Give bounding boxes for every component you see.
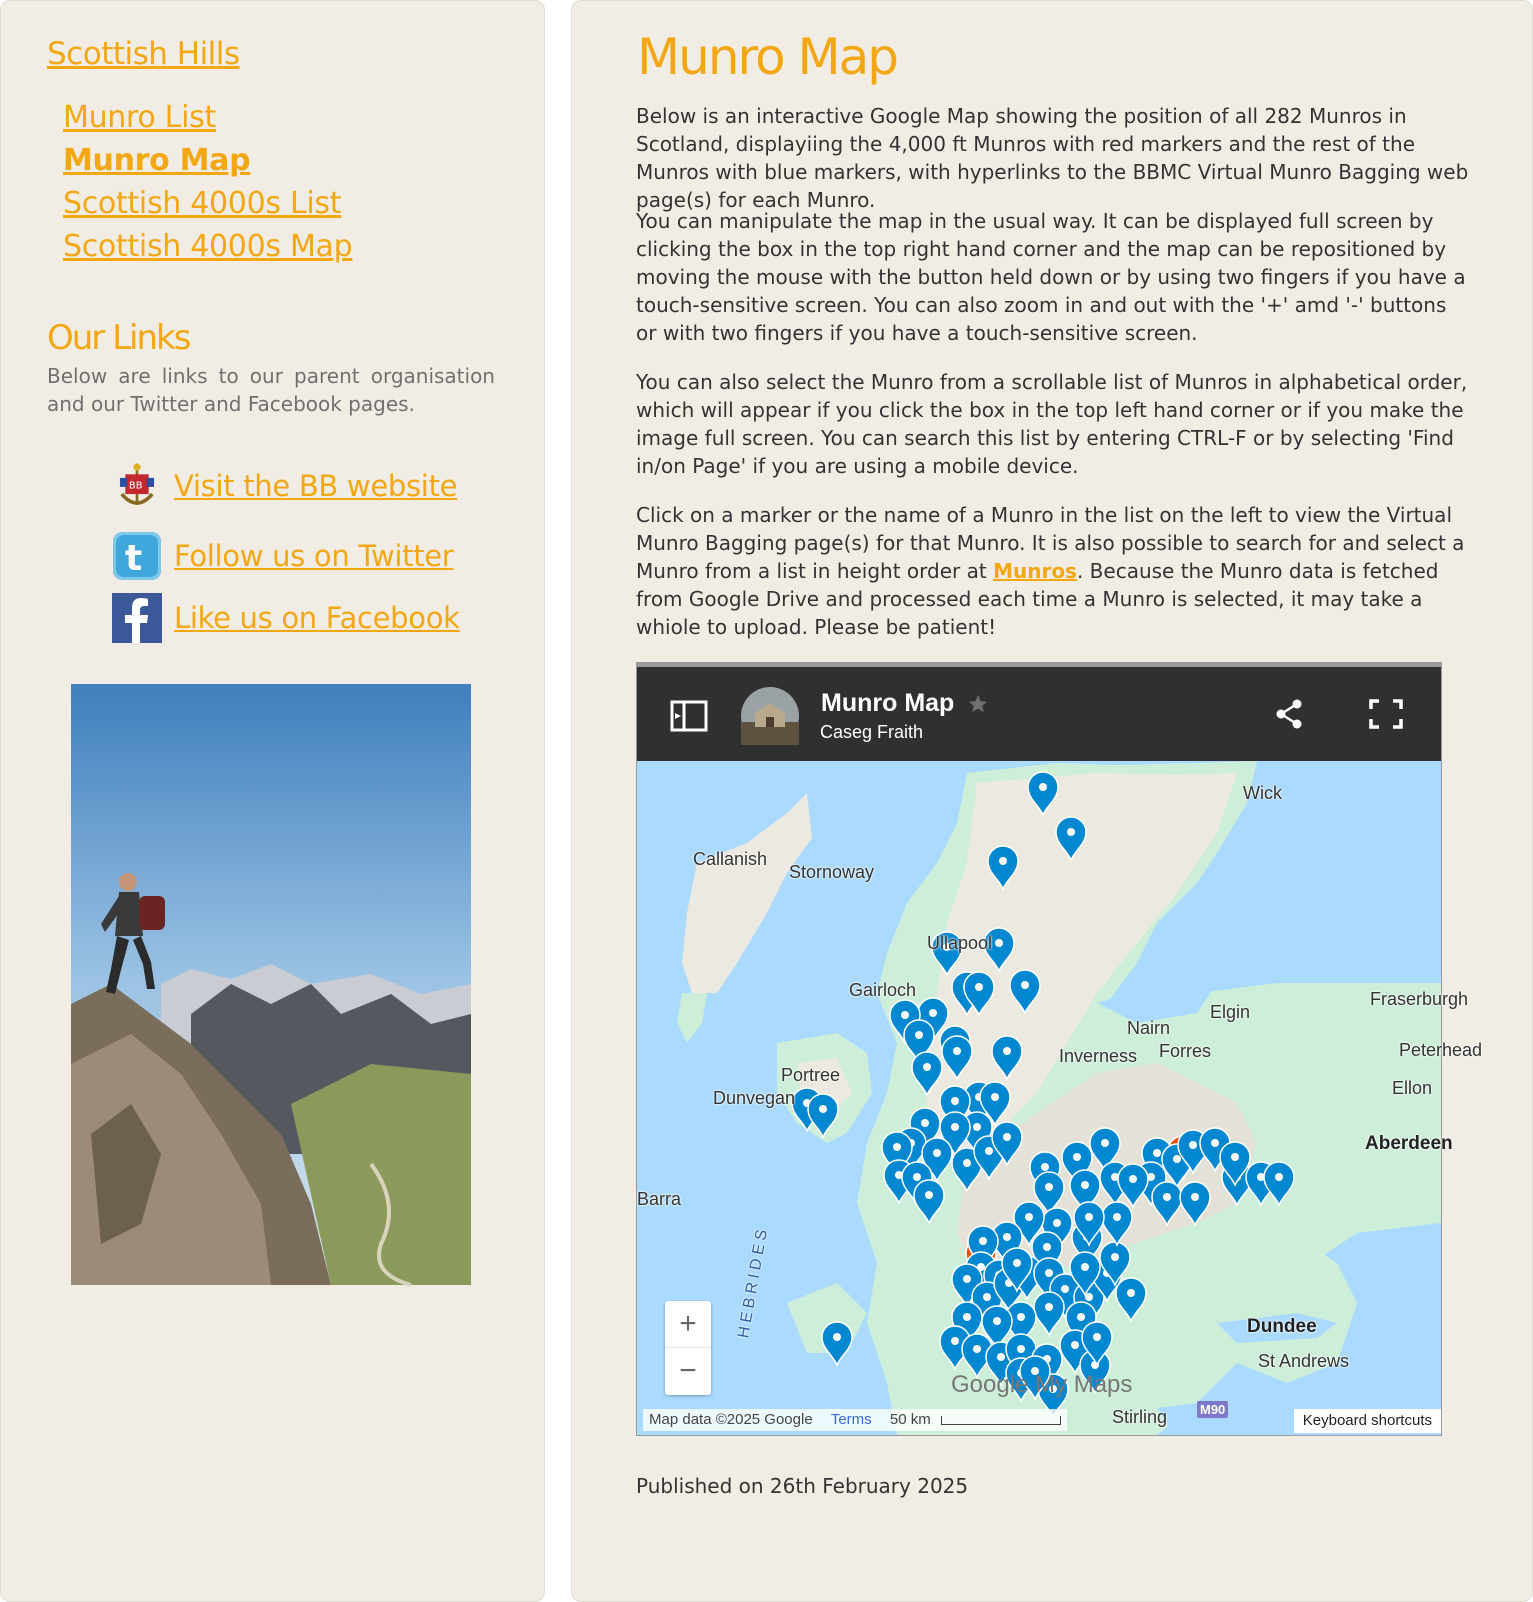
map-label-elgin: Elgin xyxy=(1210,1002,1251,1022)
fullscreen-icon[interactable] xyxy=(1369,699,1403,729)
twitter-icon xyxy=(112,530,162,582)
map-label-hebrides: HEBRIDES xyxy=(735,1224,772,1340)
marker-dot xyxy=(1061,1285,1069,1293)
marker-dot xyxy=(1003,1047,1011,1055)
share-icon[interactable] xyxy=(1275,699,1303,729)
marker-dot xyxy=(925,1191,933,1199)
marker-dot xyxy=(985,1147,993,1155)
bb-logo-icon xyxy=(112,460,162,512)
marker-dot xyxy=(1045,1303,1053,1311)
marker-dot xyxy=(1153,1149,1161,1157)
marker-dot xyxy=(819,1105,827,1113)
marker-dot xyxy=(995,939,1003,947)
site-title-link[interactable]: Scottish Hills xyxy=(47,36,240,72)
terms-link[interactable]: Terms xyxy=(830,1411,872,1428)
map-header xyxy=(637,663,1441,761)
marker-dot xyxy=(1127,1289,1135,1297)
zoom-in-button[interactable]: + xyxy=(665,1301,711,1348)
our-links-heading: Our Links xyxy=(47,318,190,358)
marker-dot xyxy=(1101,1139,1109,1147)
marker-dot xyxy=(973,1123,981,1131)
marker-dot xyxy=(991,1093,999,1101)
marker-dot xyxy=(915,1031,923,1039)
marker-dot xyxy=(1113,1213,1121,1221)
marker-dot xyxy=(1231,1153,1239,1161)
marker-dot xyxy=(975,983,983,991)
marker-dot xyxy=(1093,1333,1101,1341)
twitter-label[interactable]: Follow us on Twitter xyxy=(174,539,454,573)
click-paragraph-text: Click on a marker or the name of a Munro in the list on the left to view the Virtual Munro Bagging page(s) for that Munro. It is also possible to search for and select a Munro from a list in height order at xyxy=(636,503,1465,583)
marker-dot xyxy=(1275,1173,1283,1181)
marker-dot xyxy=(997,1353,1005,1361)
map-label-peterhead: Peterhead xyxy=(1399,1040,1483,1060)
marker-dot xyxy=(951,1337,959,1345)
m90-road-sign: M90 xyxy=(1197,1401,1228,1418)
sidebar-nav xyxy=(63,96,352,268)
map-attribution-bar xyxy=(643,1409,1067,1431)
marker-dot xyxy=(1053,1219,1061,1227)
map-label-inverness: Inverness xyxy=(1059,1046,1138,1066)
keyboard-shortcuts-button[interactable]: Keyboard shortcuts xyxy=(1294,1409,1441,1433)
marker-dot xyxy=(1081,1181,1089,1189)
marker-dot xyxy=(1163,1193,1171,1201)
map-label-st-andrews: St Andrews xyxy=(1258,1351,1350,1371)
marker-dot xyxy=(963,1159,971,1167)
marker-dot xyxy=(1041,1163,1049,1171)
facebook-label[interactable]: Like us on Facebook xyxy=(174,601,460,635)
marker-dot xyxy=(1013,1259,1021,1267)
marker-dot xyxy=(1081,1263,1089,1271)
map-label-ellon: Ellon xyxy=(1392,1078,1433,1098)
published-date: Published on 26th February 2025 xyxy=(636,1474,969,1498)
map-subtitle: Caseg Fraith xyxy=(820,722,924,742)
marker-dot xyxy=(901,1011,909,1019)
marker-dot xyxy=(1025,1213,1033,1221)
map-label-portree: Portree xyxy=(781,1065,841,1085)
map-label-stornoway: Stornoway xyxy=(789,862,875,882)
marker-dot xyxy=(923,1063,931,1071)
munro-map-embed[interactable] xyxy=(636,662,1483,1436)
svg-text:BB: BB xyxy=(128,480,143,492)
marker-dot xyxy=(951,1097,959,1105)
marker-dot xyxy=(1211,1139,1219,1147)
marker-dot xyxy=(963,1275,971,1283)
marker-dot xyxy=(999,857,1007,865)
marker-dot xyxy=(973,1345,981,1353)
marker-dot xyxy=(1085,1293,1093,1301)
map-label-forres: Forres xyxy=(1159,1041,1212,1061)
facebook-link[interactable] xyxy=(112,592,460,644)
map-label-ullapool: Ullapool xyxy=(927,933,993,953)
map-legend-toggle-icon[interactable] xyxy=(669,699,709,733)
marker-dot xyxy=(933,1149,941,1157)
marker-dot xyxy=(1045,1269,1053,1277)
twitter-link[interactable] xyxy=(112,530,453,582)
map-label-nairn: Nairn xyxy=(1127,1018,1171,1038)
map-label-dunvegan: Dunvegan xyxy=(713,1088,796,1108)
click-paragraph xyxy=(636,501,1471,641)
map-title: Munro Map xyxy=(821,689,955,717)
marker-dot xyxy=(953,1047,961,1055)
marker-dot xyxy=(913,1173,921,1181)
map-scale-bar xyxy=(941,1416,1061,1425)
click-paragraph-text-end: . Because the Munro data is fetched from Google Drive and processed each time a Munro is selected, it may take a whiole to upload. Please be patient! xyxy=(636,559,1439,639)
marker-dot xyxy=(963,1313,971,1321)
map-label-dundee: Dundee xyxy=(1247,1316,1317,1337)
marker-dot xyxy=(1045,1183,1053,1191)
bb-website-link[interactable] xyxy=(112,460,457,512)
map-attribution: Map data ©2025 Google xyxy=(649,1411,813,1428)
marker-dot xyxy=(951,1123,959,1131)
marker-dot xyxy=(921,1119,929,1127)
marker-dot xyxy=(1021,981,1029,989)
marker-dot xyxy=(1189,1141,1197,1149)
nav-scottish-4000s-list[interactable]: Scottish 4000s List xyxy=(63,186,342,221)
map-label-gairloch: Gairloch xyxy=(849,980,917,1000)
map-label-wick: Wick xyxy=(1243,783,1282,803)
marker-dot xyxy=(833,1333,841,1341)
marker-dot xyxy=(893,1143,901,1151)
nav-munro-map[interactable]: Munro Map xyxy=(63,143,251,178)
select-paragraph: You can also select the Munro from a scrollable list of Munros in alphabetical order, which will appear if you click the box in the top left hand corner or if you make the image full screen. You can search this list by entering CTRL-F or by selecting 'Find in/on Page' if you are using a mobile device. xyxy=(636,370,1468,478)
marker-dot xyxy=(929,1009,937,1017)
hillwalker-photo xyxy=(71,684,471,1285)
map-label-barra: Barra xyxy=(637,1189,682,1209)
marker-dot xyxy=(1043,1243,1051,1251)
marker-dot xyxy=(1129,1175,1137,1183)
marker-dot xyxy=(983,1293,991,1301)
marker-dot xyxy=(1073,1153,1081,1161)
marker-dot xyxy=(1085,1213,1093,1221)
intro-paragraph: Below is an interactive Google Map showing the position of all 282 Munros in Scotland, displayiing the 4,000 ft Munros with red markers and the rest of the Munros with blue markers, with hyperlinks to the BBMC Virtual Munro Bagging web page(s) for each Munro. xyxy=(636,104,1469,212)
map-label-stirling: Stirling xyxy=(1112,1407,1168,1427)
munros-link[interactable]: Munros xyxy=(993,559,1077,583)
bb-website-label[interactable]: Visit the BB website xyxy=(174,469,458,503)
marker-dot xyxy=(1017,1313,1025,1321)
nav-munro-list[interactable]: Munro List xyxy=(63,100,216,135)
marker-dot xyxy=(979,1237,987,1245)
zoom-controls xyxy=(665,1301,711,1395)
marker-dot xyxy=(1067,828,1075,836)
marker-dot xyxy=(1003,1133,1011,1141)
marker-dot xyxy=(1003,1233,1011,1241)
star-icon[interactable] xyxy=(967,693,989,715)
marker-dot xyxy=(993,1317,1001,1325)
marker-dot xyxy=(1191,1193,1199,1201)
marker-dot xyxy=(1039,783,1047,791)
map-label-fraserburgh: Fraserburgh xyxy=(1370,989,1469,1009)
map-canvas[interactable] xyxy=(637,663,1441,1435)
manipulate-paragraph: You can manipulate the map in the usual way. It can be displayed full screen by clicking the box in the top right hand corner and the map can be repositioned by moving the mouse with the button held down or by using two fingers if you have a touch-sensitive screen. You can also zoom in and out with the '+' amd '-' buttons or with two fingers if you have a touch-sensitive screen. xyxy=(636,209,1466,345)
zoom-out-button[interactable]: − xyxy=(679,1354,697,1387)
svg-text:t: t xyxy=(125,538,143,579)
map-scale-label: 50 km xyxy=(889,1411,931,1428)
marker-dot xyxy=(1111,1253,1119,1261)
marker-dot xyxy=(1173,1155,1181,1163)
map-owner-avatar xyxy=(741,687,799,745)
marker-dot xyxy=(1017,1345,1025,1353)
page-title: Munro Map xyxy=(637,28,897,86)
marker-dot xyxy=(1077,1313,1085,1321)
our-links-description: Below are links to our parent organisation and our Twitter and Facebook pages. xyxy=(47,364,495,416)
map-label-aberdeen: Aberdeen xyxy=(1365,1133,1453,1154)
facebook-icon xyxy=(112,592,162,644)
marker-dot xyxy=(1071,1341,1079,1349)
nav-scottish-4000s-map[interactable]: Scottish 4000s Map xyxy=(63,229,353,264)
map-label-callanish: Callanish xyxy=(693,849,768,869)
google-my-maps-logo: Google My Maps xyxy=(951,1371,1133,1398)
